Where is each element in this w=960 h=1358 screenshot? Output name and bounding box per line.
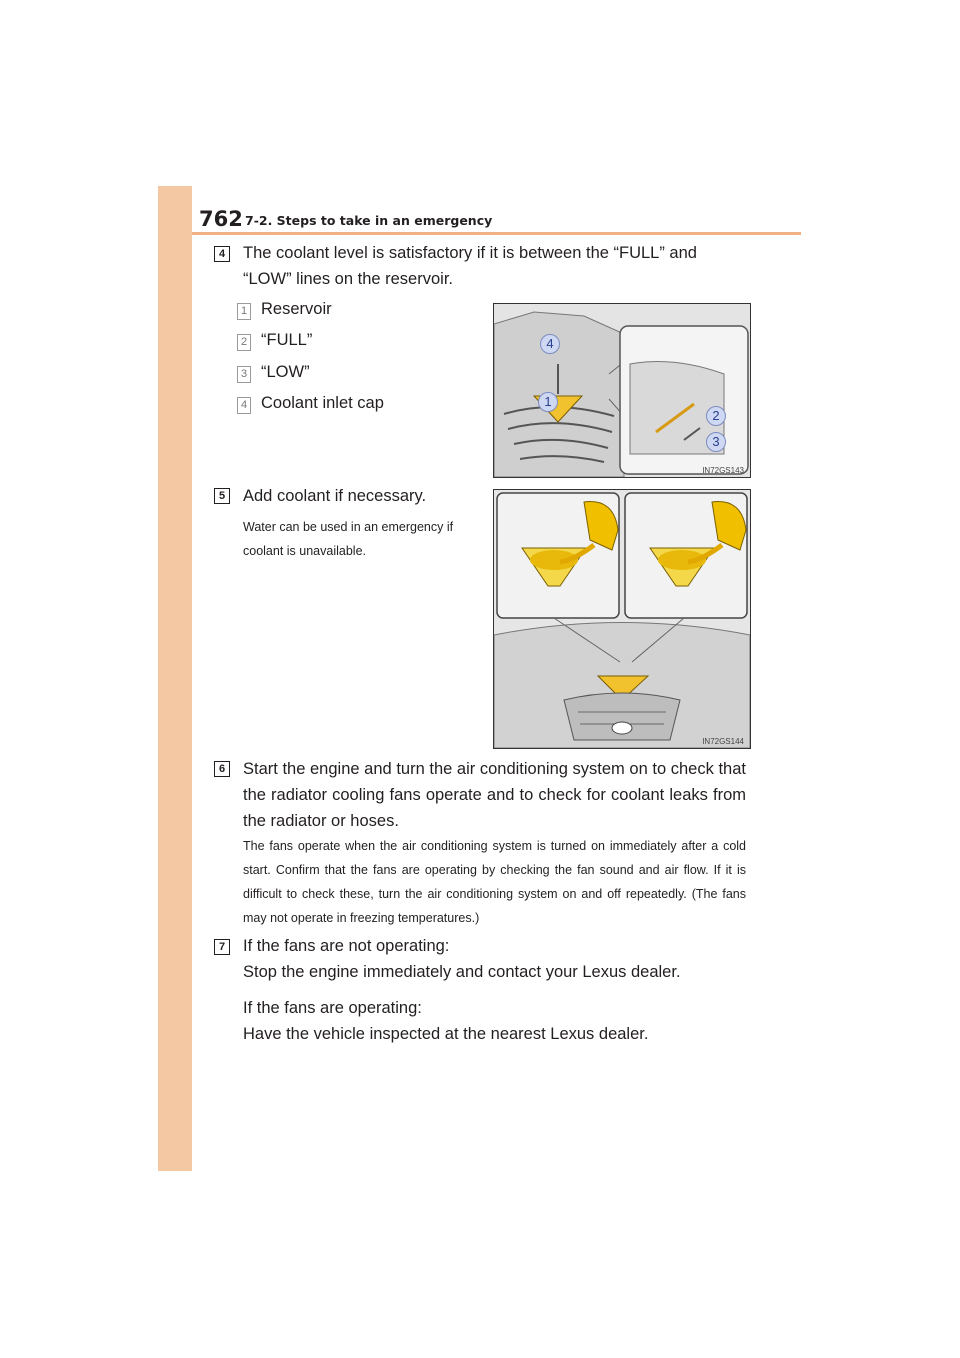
step-4-number: 4 [214, 246, 230, 262]
step-7-line-1: If the fans are not operating: [243, 937, 450, 955]
legend-num-3: 3 [237, 366, 251, 383]
step-5-note-line-2: coolant is unavailable. [243, 544, 366, 558]
coolant-reservoir-figure [493, 303, 751, 478]
step-6-note: The fans operate when the air conditioning system is turned on immediately after a cold start. Confirm that the fans are operating by checking the fan sound and air flow. If it is difficult to check these, turn the air conditioning system on and off repeatedly. (The fans may not operate in freezing temperatures.) [243, 839, 746, 925]
figure-code-144: IN72GS144 [702, 737, 744, 746]
step-5-note-line-1: Water can be used in an emergency if [243, 520, 454, 534]
callout-full-line: 2 [706, 406, 726, 426]
header-divider [192, 232, 801, 235]
callout-coolant-inlet-cap: 4 [540, 334, 560, 354]
chapter-side-strip [158, 186, 192, 1171]
legend-label-low: “LOW” [261, 363, 310, 381]
legend-num-1: 1 [237, 303, 251, 320]
section-title: 7-2. Steps to take in an emergency [245, 213, 493, 228]
step-5-number: 5 [214, 488, 230, 504]
callout-low-line: 3 [706, 432, 726, 452]
step-7-line-3: If the fans are operating: [243, 999, 422, 1017]
figure-code-143: IN72GS143 [702, 466, 744, 475]
step-7-number: 7 [214, 939, 230, 955]
step-7-line-4: Have the vehicle inspected at the nearest Lexus dealer. [243, 1025, 649, 1043]
step-6-text: Start the engine and turn the air conditioning system on to check that the radiator cooling fans operate and to check for coolant leaks from the radiator or hoses. [243, 760, 746, 830]
legend-num-4: 4 [237, 397, 251, 414]
add-coolant-figure [493, 489, 751, 749]
page-number: 762 [199, 207, 243, 231]
legend-label-inlet-cap: Coolant inlet cap [261, 394, 384, 412]
coolant-pouring-illustration [494, 490, 750, 748]
legend-num-2: 2 [237, 334, 251, 351]
step-5-text: Add coolant if necessary. [243, 487, 427, 505]
step-7-line-2: Stop the engine immediately and contact your Lexus dealer. [243, 963, 681, 981]
legend-label-full: “FULL” [261, 331, 313, 349]
legend-label-reservoir: Reservoir [261, 300, 332, 318]
step-6-number: 6 [214, 761, 230, 777]
callout-reservoir: 1 [538, 392, 558, 412]
step-4-text: The coolant level is satisfactory if it is between the “FULL” and “LOW” lines on the reservoir. [243, 244, 697, 288]
